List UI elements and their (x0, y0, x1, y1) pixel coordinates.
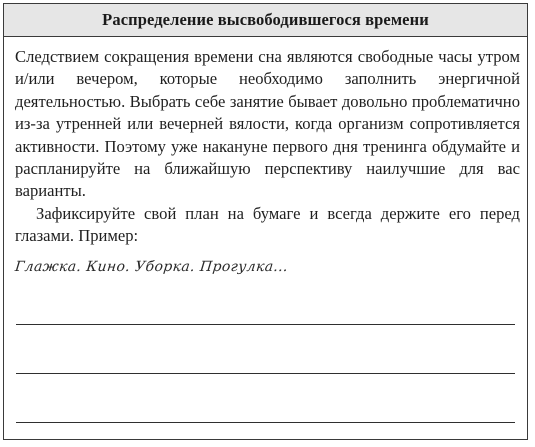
writing-line-1 (16, 324, 515, 325)
writing-line-2 (16, 373, 515, 374)
box-title: Распределение высвободившегося времени (102, 10, 429, 29)
handwritten-example: Глажка. Кино. Уборка. Прогулка... (14, 259, 289, 275)
paragraph-intro: Следствием сокращения времени сна являются свободные часы утром и/или вечером, которые необходимо заполнить энергичной деятельностью. Выбрать себе занятие бывает довольно проблематично из-за утренней или вечерней вялости, когда организм сопротивляется активности. Поэтому уже накануне первого дня тренинга обдумайте и распланируйте на ближайшую перспективу наилучшие для вас варианты. (15, 47, 520, 201)
writing-line-3 (16, 422, 515, 423)
box-header (4, 4, 527, 37)
paragraph-instruction: Зафиксируйте свой план на бумаге и всегда держите его перед глазами. Пример: (15, 203, 520, 246)
info-box (3, 3, 528, 440)
box-body (15, 46, 520, 248)
